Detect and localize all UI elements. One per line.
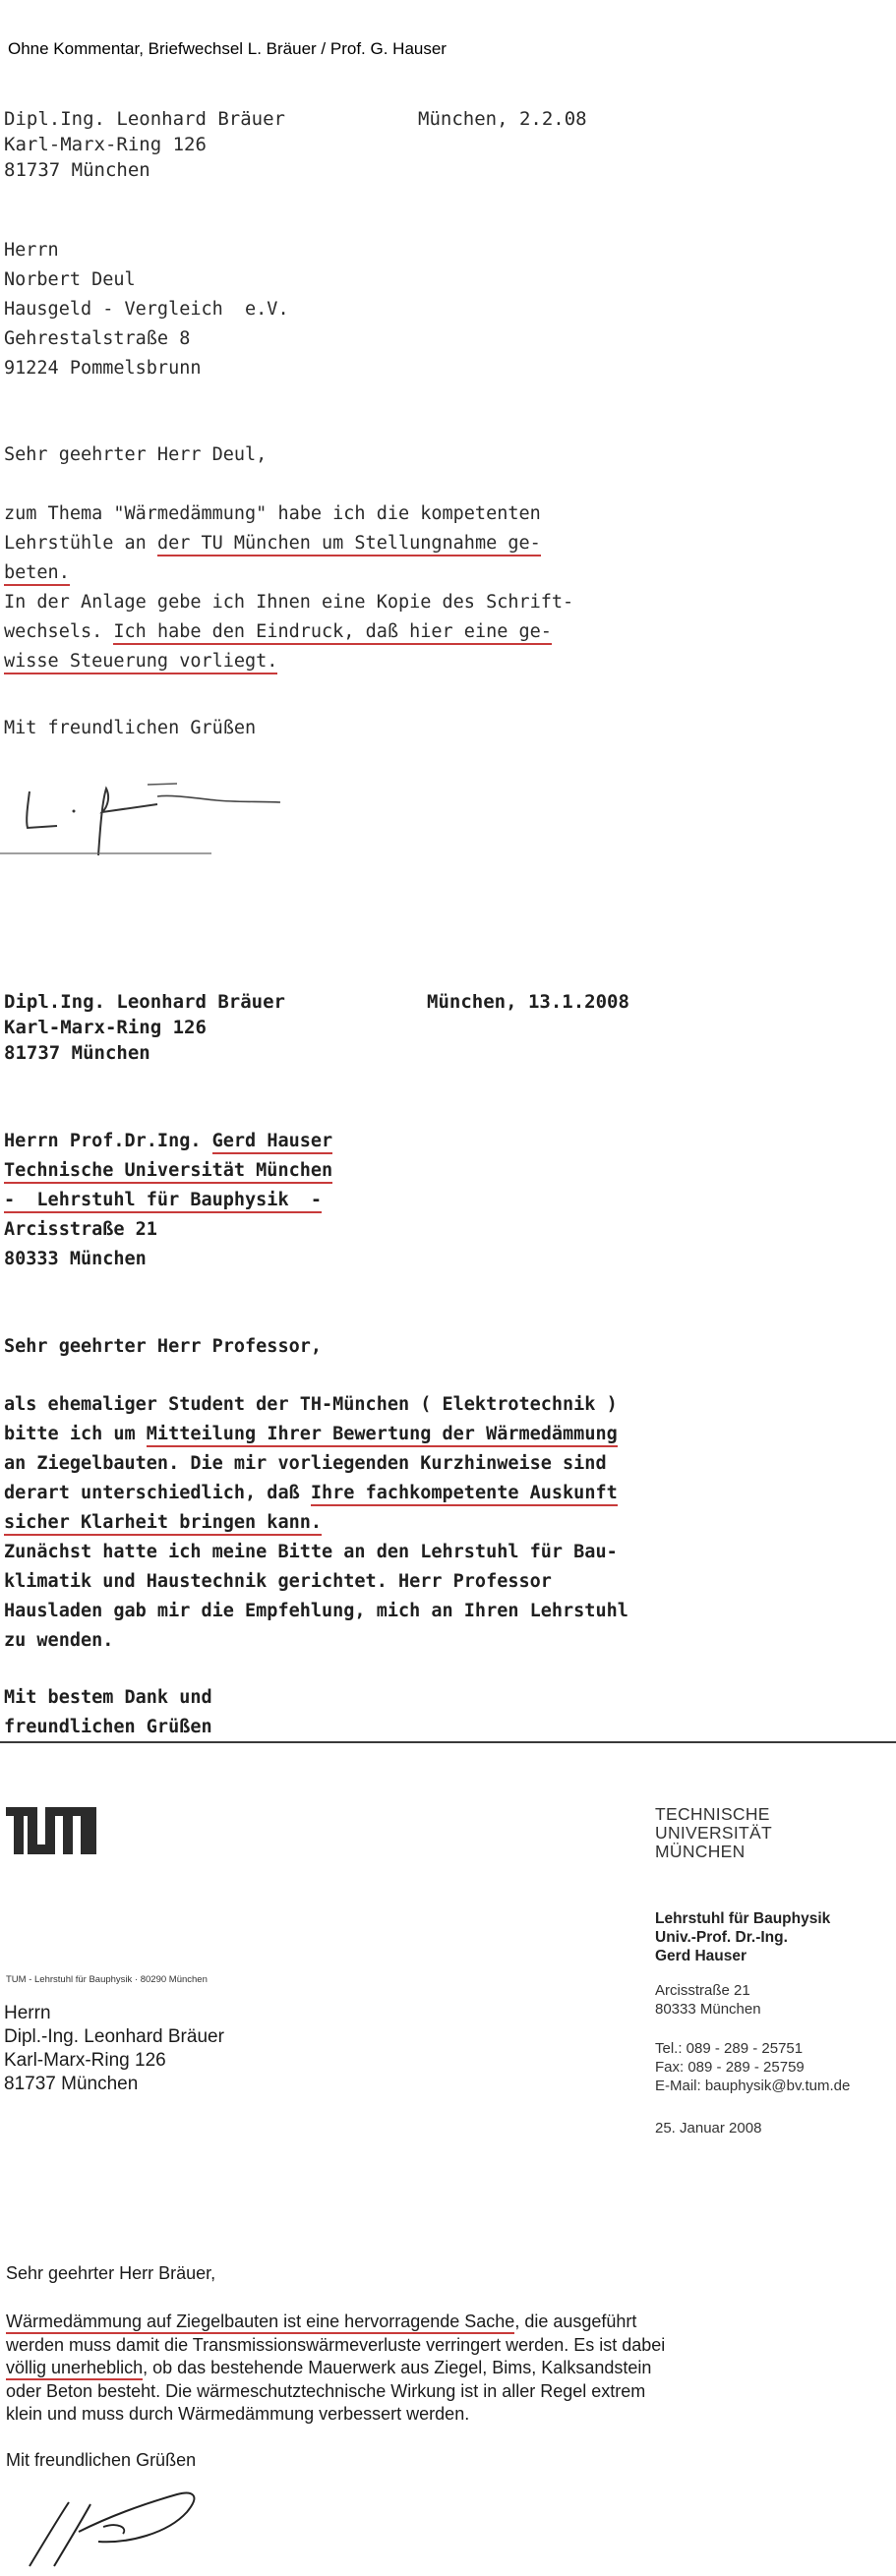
body-text: , die ausgeführt	[514, 2312, 637, 2331]
letter2-sender-block	[4, 989, 285, 1066]
recipient-line: Hausgeld - Vergleich e.V.	[4, 299, 289, 320]
underlined-text: der TU München um Stellungnahme ge-	[157, 533, 541, 556]
underlined-text: Mitteilung Ihrer Bewertung der Wärmedämmung	[147, 1424, 618, 1447]
closing-line: Mit bestem Dank und	[4, 1687, 212, 1708]
recipient-text: Herrn Prof.Dr.Ing.	[4, 1131, 212, 1151]
letter3-greeting: Sehr geehrter Herr Bräuer,	[6, 2263, 216, 2283]
divider	[0, 1741, 896, 1743]
letter2-date: München, 13.1.2008	[427, 991, 629, 1013]
university-line: TECHNISCHE	[655, 1804, 770, 1824]
tum-logo	[6, 1807, 96, 1861]
body-line	[4, 1508, 628, 1538]
letter1-date: München, 2.2.08	[418, 108, 587, 130]
underlined-text: völlig unerheblich	[6, 2358, 143, 2380]
sender-city: 81737 München	[4, 159, 150, 181]
body-text: derart unterschiedlich, daß	[4, 1483, 311, 1503]
body-line	[6, 2357, 891, 2380]
phone-number: Tel.: 089 - 289 - 25751	[655, 2040, 804, 2057]
signature-icon	[0, 767, 295, 865]
body-text: wechsels.	[4, 621, 114, 642]
letter2-greeting: Sehr geehrter Herr Professor,	[4, 1336, 323, 1357]
recipient-line	[4, 1127, 332, 1156]
sender-name: Dipl.Ing. Leonhard Bräuer	[4, 991, 285, 1013]
body-line	[4, 617, 573, 647]
signature-icon	[10, 2473, 207, 2571]
recipient-line: Herrn	[4, 2003, 51, 2023]
recipient-line: 81737 München	[4, 2074, 139, 2094]
recipient-line: 91224 Pommelsbrunn	[4, 358, 202, 379]
body-line	[6, 2311, 891, 2334]
body-line: In der Anlage gebe ich Ihnen eine Kopie des Schrift-	[4, 592, 574, 613]
body-line: Hausladen gab mir die Empfehlung, mich an Ihren Lehrstuhl	[4, 1601, 628, 1621]
letter3-date: 25. Januar 2008	[655, 2120, 762, 2137]
underlined-text: Gerd Hauser	[212, 1131, 333, 1154]
letter1-closing: Mit freundlichen Grüßen	[4, 718, 257, 738]
tum-logo-icon	[6, 1807, 96, 1856]
body-text: Lehrstühle an	[4, 533, 157, 554]
recipient-line: Gehrestalstraße 8	[4, 328, 191, 349]
body-line	[4, 529, 573, 558]
chair-block	[655, 1909, 830, 1965]
chair-line: Univ.-Prof. Dr.-Ing.	[655, 1929, 788, 1946]
body-line	[4, 1479, 628, 1508]
letter3-body	[6, 2311, 891, 2427]
recipient-line: Dipl.-Ing. Leonhard Bräuer	[4, 2026, 224, 2047]
chair-line: Lehrstuhl für Bauphysik	[655, 1910, 831, 1927]
university-address	[655, 1981, 761, 2019]
letter2-body	[4, 1390, 628, 1656]
page-title: Ohne Kommentar, Briefwechsel L. Bräuer / Prof. G. Hauser	[8, 39, 447, 58]
underlined-text: Ihre fachkompetente Auskunft	[311, 1483, 618, 1506]
address-line: Arcisstraße 21	[655, 1982, 750, 1999]
fax-number: Fax: 089 - 289 - 25759	[655, 2059, 805, 2076]
university-line: UNIVERSITÄT	[655, 1823, 773, 1843]
letter2-closing	[4, 1683, 212, 1742]
body-line: als ehemaliger Student der TH-München ( Elektrotechnik )	[4, 1394, 618, 1415]
chair-line: Gerd Hauser	[655, 1948, 747, 1964]
recipient-line	[4, 1186, 332, 1215]
return-address: TUM - Lehrstuhl für Bauphysik · 80290 München	[6, 1974, 208, 1985]
closing-line: freundlichen Grüßen	[4, 1717, 212, 1737]
contact-block	[655, 2039, 850, 2095]
recipient-line: Herrn	[4, 240, 59, 261]
underlined-text: Technische Universität München	[4, 1160, 332, 1184]
letter3-closing: Mit freundlichen Grüßen	[6, 2450, 197, 2470]
body-line	[4, 558, 573, 588]
letter2-recipient-block	[4, 1127, 332, 1274]
underlined-text: Wärmedämmung auf Ziegelbauten ist eine hervorragende Sache	[6, 2312, 514, 2334]
university-name	[655, 1805, 772, 1861]
underlined-text: sicher Klarheit bringen kann.	[4, 1512, 322, 1536]
body-line: Zunächst hatte ich meine Bitte an den Lehrstuhl für Bau-	[4, 1542, 618, 1562]
sender-city: 81737 München	[4, 1042, 150, 1064]
email-address: E-Mail: bauphysik@bv.tum.de	[655, 2078, 851, 2094]
letter1-greeting: Sehr geehrter Herr Deul,	[4, 444, 268, 465]
underlined-text: wisse Steuerung vorliegt.	[4, 651, 277, 674]
sender-street: Karl-Marx-Ring 126	[4, 134, 207, 155]
body-line	[4, 1420, 628, 1449]
letter1-sender-block	[4, 106, 285, 183]
underlined-text: Ich habe den Eindruck, daß hier eine ge-	[113, 621, 552, 645]
sender-name: Dipl.Ing. Leonhard Bräuer	[4, 108, 285, 130]
recipient-line: Arcisstraße 21	[4, 1219, 157, 1240]
body-text: , ob das bestehende Mauerwerk aus Ziegel, Bims, Kalksandstein	[143, 2358, 652, 2377]
body-line: oder Beton besteht. Die wärmeschutztechnische Wirkung ist in aller Regel extrem	[6, 2380, 646, 2401]
letter1-recipient-block	[4, 236, 289, 383]
body-line	[4, 647, 573, 676]
body-line: klimatik und Haustechnik gerichtet. Herr Professor	[4, 1571, 552, 1592]
letter3-signature	[10, 2473, 207, 2576]
underlined-text: beten.	[4, 562, 70, 586]
body-text: bitte ich um	[4, 1424, 147, 1444]
recipient-line: Karl-Marx-Ring 126	[4, 2050, 166, 2071]
body-line: klein und muss durch Wärmedämmung verbessert werden.	[6, 2404, 470, 2424]
underlined-text: - Lehrstuhl für Bauphysik -	[4, 1190, 322, 1213]
letter1-signature	[0, 767, 295, 870]
body-line: zum Thema "Wärmedämmung" habe ich die kompetenten	[4, 503, 541, 524]
body-line: an Ziegelbauten. Die mir vorliegenden Kurzhinweise sind	[4, 1453, 607, 1474]
letter3-recipient-block	[4, 2002, 224, 2096]
recipient-line: 80333 München	[4, 1249, 147, 1269]
university-line: MÜNCHEN	[655, 1842, 746, 1861]
body-line: zu wenden.	[4, 1630, 114, 1651]
letter1-body	[4, 499, 573, 676]
sender-street: Karl-Marx-Ring 126	[4, 1017, 207, 1038]
address-line: 80333 München	[655, 2001, 761, 2018]
recipient-line: Norbert Deul	[4, 269, 136, 290]
body-line: werden muss damit die Transmissionswärmeverluste verringert werden. Es ist dabei	[6, 2334, 666, 2355]
recipient-line	[4, 1156, 332, 1186]
